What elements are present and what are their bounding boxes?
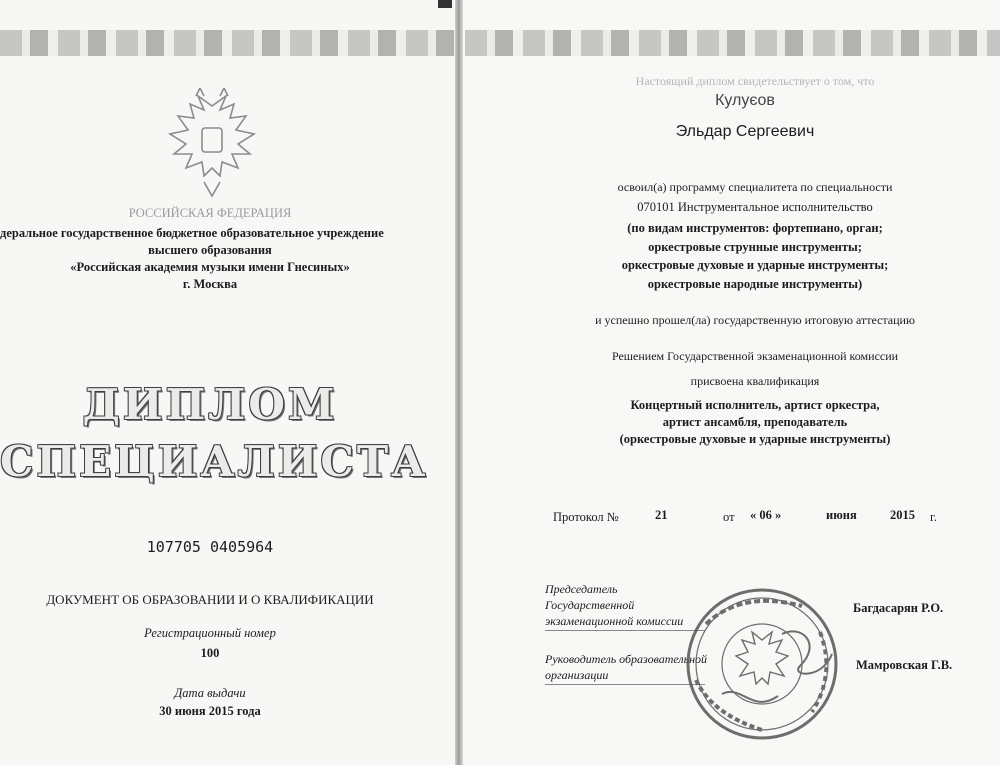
page-fold [455,0,463,765]
document-type: ДОКУМЕНТ ОБ ОБРАЗОВАНИИ И О КВАЛИФИКАЦИИ [46,592,374,607]
chair-signature-line [545,630,705,631]
issue-date-label: Дата выдачи [174,686,246,700]
issue-date: 30 июня 2015 года [159,704,261,718]
specialty-line-5: оркестровые народные инструменты) [647,277,863,291]
institution-city: г. Москва [182,277,238,291]
head-name: Мамровская Г.В. [856,658,953,672]
attestation-text: и успешно прошел(ла) государственную итоговую аттестацию [595,313,915,327]
protocol-label: Протокол № [553,510,619,524]
institution-line-2: высшего образования [148,243,272,257]
chair-label-line-1: Председатель [545,582,618,596]
diploma-number: 107705 0405964 [146,538,274,556]
graduate-surname: Кулуєов [715,92,775,109]
coat-of-arms-emblem [160,88,264,200]
security-band-left [0,30,455,56]
official-seal-stamp [682,584,842,744]
head-signature-line [545,684,705,685]
security-band-right [465,30,1000,56]
registration-label: Регистрационный номер [144,626,276,640]
commission-decision: Решением Государственной экзаменационной комиссии [611,349,899,363]
specialty-line-3: оркестровые струнные инструменты; [648,240,862,254]
country-name: РОССИЙСКАЯ ФЕДЕРАЦИЯ [128,206,292,220]
specialty-line-2: (по видам инструментов: фортепиано, орган; [627,221,883,235]
diploma-title-line-1: ДИПЛОМ [82,380,338,429]
qualification-line-1: Концертный исполнитель, артист оркестра, [630,398,880,412]
specialty-code: 070101 Инструментальное исполнительство [637,200,873,214]
institution-line-3: «Российская академия музыки имени Гнесиных» [70,260,350,274]
chair-name: Багдасарян Р.О. [853,601,944,615]
qualification-line-2: артист ансамбля, преподаватель [662,415,848,429]
registration-number: 100 [200,646,220,660]
protocol-year: 2015 [890,508,915,522]
qualification-line-3: (оркестровые духовые и ударные инструменты) [619,432,891,446]
program-intro: освоил(а) программу специалитета по специальности [617,180,893,194]
head-label-line-1: Руководитель образовательной [545,652,708,666]
protocol-number: 21 [655,508,668,522]
protocol-day: « 06 » [750,508,782,522]
qualification-label: присвоена квалификация [690,374,820,388]
graduate-name: Эльдар Сергеевич [675,123,815,140]
intro-text: Настоящий диплом свидетельствует о том, что [635,74,875,88]
fold-mark [438,0,452,8]
chair-label-line-3: экзаменационной комиссии [545,614,684,628]
specialty-line-4: оркестровые духовые и ударные инструменты; [621,258,889,272]
institution-line-1: деральное государственное бюджетное образовательное учреждение [0,226,384,240]
diploma-title-line-2: СПЕЦИАЛИСТА [0,437,429,486]
protocol-month: июня [826,508,857,522]
chair-label-line-2: Государственной [545,598,635,612]
protocol-year-suffix: г. [930,510,937,524]
head-label-line-2: организации [545,668,609,682]
protocol-from-label: от [723,510,735,524]
